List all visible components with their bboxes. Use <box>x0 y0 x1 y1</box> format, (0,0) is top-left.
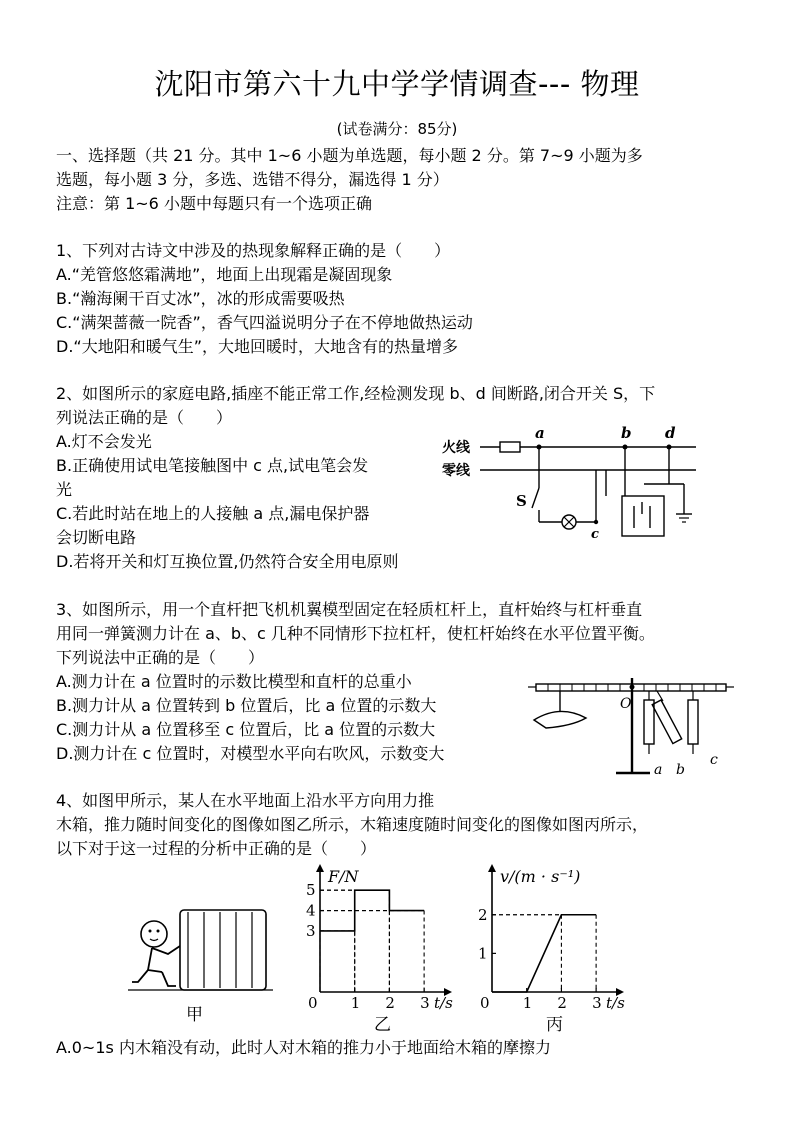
circuit-point-d: d <box>665 424 676 442</box>
q2-stem-1: 2、如图所示的家庭电路,插座不能正常工作,经检测发现 b、d 间断路,闭合开关 S，下 <box>56 384 656 403</box>
velocity-chart-y-axis-label: v/(m · s⁻¹) <box>500 867 581 886</box>
force-time-chart <box>296 862 462 1034</box>
force-chart-y-tick-label: 5 <box>306 881 316 900</box>
spring-scale-label-c: c <box>710 752 718 768</box>
q1-option-a: A.“羌管悠悠霜满地”，地面上出现霜是凝固现象 <box>56 265 393 284</box>
q2-option-c-1: C.若此时站在地上的人接触 a 点,漏电保护器 <box>56 504 370 523</box>
q2-stem-2: 列说法正确的是（ ） <box>56 408 233 427</box>
q2-option-b-2: 光 <box>56 480 73 499</box>
force-chart-y-axis-label: F/N <box>328 867 359 886</box>
intro-line-2: 选题，每小题 3 分，多选、选错不得分，漏选得 1 分） <box>56 170 449 189</box>
velocity-chart-x-tick-label: 0 <box>480 994 490 1012</box>
velocity-chart-x-tick-label: 3 <box>592 994 602 1012</box>
q3-stem-2: 用同一弹簧测力计在 a、b、c 几种不同情形下拉杠杆，使杠杆始终在水平位置平衡。 <box>56 624 655 643</box>
person-head-icon <box>141 921 167 947</box>
q2-option-b-1: B.正确使用试电笔接触图中 c 点,试电笔会发 <box>56 456 369 475</box>
figure-label-jia: 甲 <box>186 1005 203 1025</box>
force-chart-y-arrow <box>316 864 324 872</box>
velocity-chart-series-line <box>492 915 596 992</box>
circuit-point-c: c <box>591 527 599 542</box>
velocity-chart-x-axis-label: t/s <box>606 994 625 1012</box>
velocity-chart-x-tick-label: 2 <box>557 994 567 1012</box>
q1-option-d: D.“大地阳和暖气生”，大地回暖时，大地含有的热量增多 <box>56 337 458 356</box>
q3-option-c: C.测力计从 a 位置移至 c 位置后，比 a 位置的示数大 <box>56 720 436 739</box>
wooden-box-icon <box>180 910 266 990</box>
force-chart-x-tick-label: 0 <box>308 994 318 1012</box>
force-chart-x-axis-label: t/s <box>434 994 453 1012</box>
circuit-point-a: a <box>535 424 545 442</box>
force-chart-x-tick-label: 2 <box>385 994 395 1012</box>
spring-scale-c-icon <box>688 700 698 744</box>
circuit-label-neutral: 零线 <box>442 463 470 479</box>
spring-scale-label-a: a <box>654 762 663 778</box>
spring-scale-b-icon <box>652 700 681 744</box>
q4-stem-1: 4、如图甲所示，某人在水平地面上沿水平方向用力推 <box>56 791 435 810</box>
force-chart-y-tick-label: 3 <box>306 921 316 940</box>
intro-line-1: 一、选择题（共 21 分。其中 1~6 小题为单选题，每小题 2 分。第 7~9 小题为多 <box>56 146 643 165</box>
force-chart-y-tick-label: 4 <box>306 901 316 920</box>
q4-stem-2: 木箱，推力随时间变化的图像如图乙所示，木箱速度随时间变化的图像如图丙所示， <box>56 815 649 834</box>
circuit-label-live: 火线 <box>442 440 470 456</box>
circuit-diagram <box>436 418 726 548</box>
velocity-chart-caption: 丙 <box>546 1015 563 1034</box>
intro-line-3: 注意：第 1~6 小题中每题只有一个选项正确 <box>56 194 372 213</box>
circuit-point-b: b <box>621 424 632 442</box>
person-pushing-box-figure <box>128 902 278 1026</box>
q2-option-a: A.灯不会发光 <box>56 432 152 451</box>
q3-stem-1: 3、如图所示，用一个直杆把飞机机翼模型固定在轻质杠杆上，直杆始终与杠杆垂直 <box>56 600 643 619</box>
fuse-icon <box>500 442 520 452</box>
q3-option-a: A.测力计在 a 位置时的示数比模型和直杆的总重小 <box>56 672 412 691</box>
force-chart-caption: 乙 <box>374 1015 391 1034</box>
q4-stem-3: 以下对于这一过程的分析中正确的是（ ） <box>56 839 377 858</box>
circuit-switch-label: S <box>516 492 527 510</box>
q2-option-d: D.若将开关和灯互换位置,仍然符合安全用电原则 <box>56 552 399 571</box>
velocity-chart-y-tick-label: 1 <box>478 944 488 963</box>
q1-stem: 1、下列对古诗文中涉及的热现象解释正确的是（ ） <box>56 241 451 260</box>
q3-option-d: D.测力计在 c 位置时，对模型水平向右吹风，示数变大 <box>56 744 445 763</box>
velocity-chart-y-arrow <box>488 864 496 872</box>
q1-option-c: C.“满架蔷薇一院香”，香气四溢说明分子在不停地做热运动 <box>56 313 473 332</box>
q2-option-c-2: 会切断电路 <box>56 528 137 547</box>
force-chart-x-tick-label: 1 <box>350 994 361 1012</box>
lever-diagram <box>526 668 736 780</box>
velocity-time-chart <box>468 862 638 1034</box>
spring-scale-label-b: b <box>676 762 685 778</box>
wing-model-icon <box>534 711 586 728</box>
lever-pivot-label: O <box>620 696 632 712</box>
q4-option-a: A.0~1s 内木箱没有动，此时人对木箱的推力小于地面给木箱的摩擦力 <box>56 1038 551 1057</box>
velocity-chart-y-tick-label: 2 <box>478 905 488 924</box>
switch-s-icon <box>532 488 539 508</box>
page-title: 沈阳市第六十九中学学情调查--- 物理 <box>154 67 640 101</box>
q3-option-b: B.测力计从 a 位置转到 b 位置后，比 a 位置的示数大 <box>56 696 437 715</box>
q3-stem-3: 下列说法中正确的是（ ） <box>56 648 265 667</box>
socket-icon <box>622 496 664 536</box>
velocity-chart-x-tick-label: 1 <box>522 994 533 1012</box>
q1-option-b: B.“瀚海阑干百丈冰”，冰的形成需要吸热 <box>56 289 345 308</box>
page-subtitle: (试卷满分：85分) <box>336 120 458 138</box>
force-chart-x-tick-label: 3 <box>420 994 430 1012</box>
